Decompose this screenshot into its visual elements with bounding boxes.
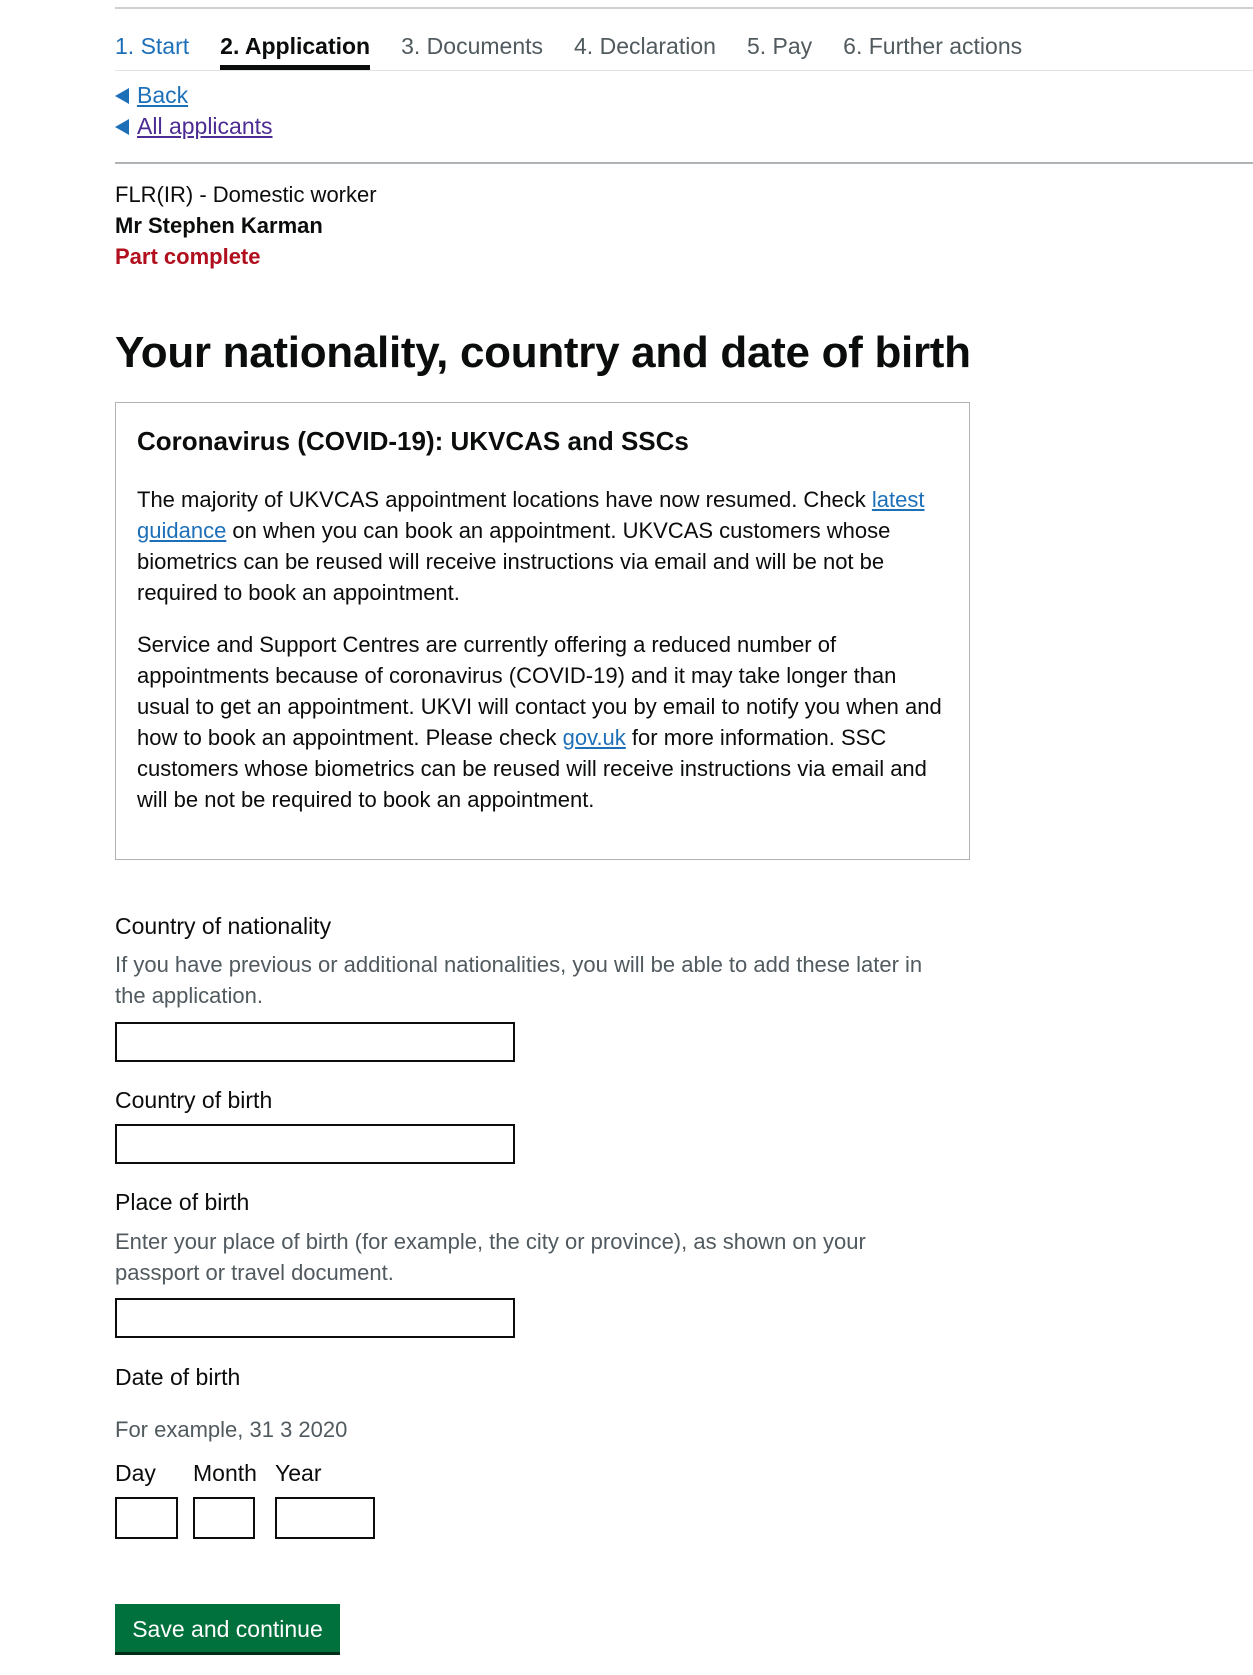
all-applicants-link-label: All applicants <box>137 113 273 139</box>
applicant-name: Mr Stephen Karman <box>115 213 323 238</box>
step-start[interactable]: 1. Start <box>115 33 190 59</box>
place-of-birth-input[interactable] <box>115 1298 515 1338</box>
back-link[interactable] <box>115 80 273 111</box>
save-and-continue-button[interactable]: Save and continue <box>115 1604 340 1652</box>
page-title: Your nationality, country and date of birth <box>115 328 971 377</box>
header-divider <box>115 162 1253 164</box>
notice-paragraph-2 <box>137 629 948 815</box>
place-of-birth-hint: Enter your place of birth (for example, the city or province), as shown on your passport or travel document. <box>115 1229 866 1285</box>
notice-heading: Coronavirus (COVID-19): UKVCAS and SSCs <box>137 426 689 456</box>
notice-paragraph-1 <box>137 484 948 608</box>
notice-text: The majority of UKVCAS appointment locations have now resumed. Check <box>137 487 872 512</box>
nationality-label: Country of nationality <box>115 913 332 939</box>
gov-uk-link[interactable]: gov.uk <box>562 725 626 750</box>
place-of-birth-label: Place of birth <box>115 1189 250 1215</box>
top-divider <box>115 7 1253 9</box>
month-input[interactable] <box>193 1497 255 1539</box>
nationality-input[interactable] <box>115 1022 515 1062</box>
day-label: Day <box>115 1460 156 1486</box>
step-documents: 3. Documents <box>401 33 544 59</box>
latest-guidance-link[interactable]: latest guidance <box>137 487 925 543</box>
notice-text: for more information. SSC customers whose biometrics can be reused will receive instructions via email and will be not be required to book an appointment. <box>137 725 927 812</box>
date-of-birth-label: Date of birth <box>115 1364 241 1390</box>
steps-divider <box>115 70 1253 71</box>
covid-notice <box>115 402 970 860</box>
month-label: Month <box>193 1460 257 1486</box>
step-further-actions: 6. Further actions <box>843 33 1023 59</box>
applicant-summary <box>115 179 377 272</box>
step-pay: 5. Pay <box>746 33 813 59</box>
step-declaration: 4. Declaration <box>574 33 716 59</box>
date-of-birth-hint: For example, 31 3 2020 <box>115 1417 348 1442</box>
application-type: FLR(IR) - Domestic worker <box>115 182 377 207</box>
country-of-birth-label: Country of birth <box>115 1087 273 1113</box>
progress-steps <box>115 30 1053 72</box>
country-of-birth-input[interactable] <box>115 1124 515 1164</box>
notice-text: Service and Support Centres are currently offering a reduced number of appointments because of coronavirus (COVID-19) and it may take longer than usual to get an appointment. UKVI will contact you by email to notify you when and how to book an appointment. Please check <box>137 632 942 750</box>
back-links <box>115 80 273 142</box>
year-input[interactable] <box>275 1497 375 1539</box>
back-link-label: Back <box>137 82 189 108</box>
year-label: Year <box>275 1460 322 1486</box>
notice-text: on when you can book an appointment. UKVCAS customers whose biometrics can be reused will receive instructions via email and will be not be required to book an appointment. <box>137 518 891 605</box>
back-arrow-icon <box>115 88 129 104</box>
all-applicants-link[interactable] <box>115 111 273 142</box>
day-input[interactable] <box>115 1497 178 1539</box>
back-arrow-icon <box>115 119 129 135</box>
nationality-hint: If you have previous or additional nationalities, you will be able to add these later in the application. <box>115 952 923 1008</box>
step-application: 2. Application <box>220 30 370 70</box>
status-badge: Part complete <box>115 244 261 269</box>
